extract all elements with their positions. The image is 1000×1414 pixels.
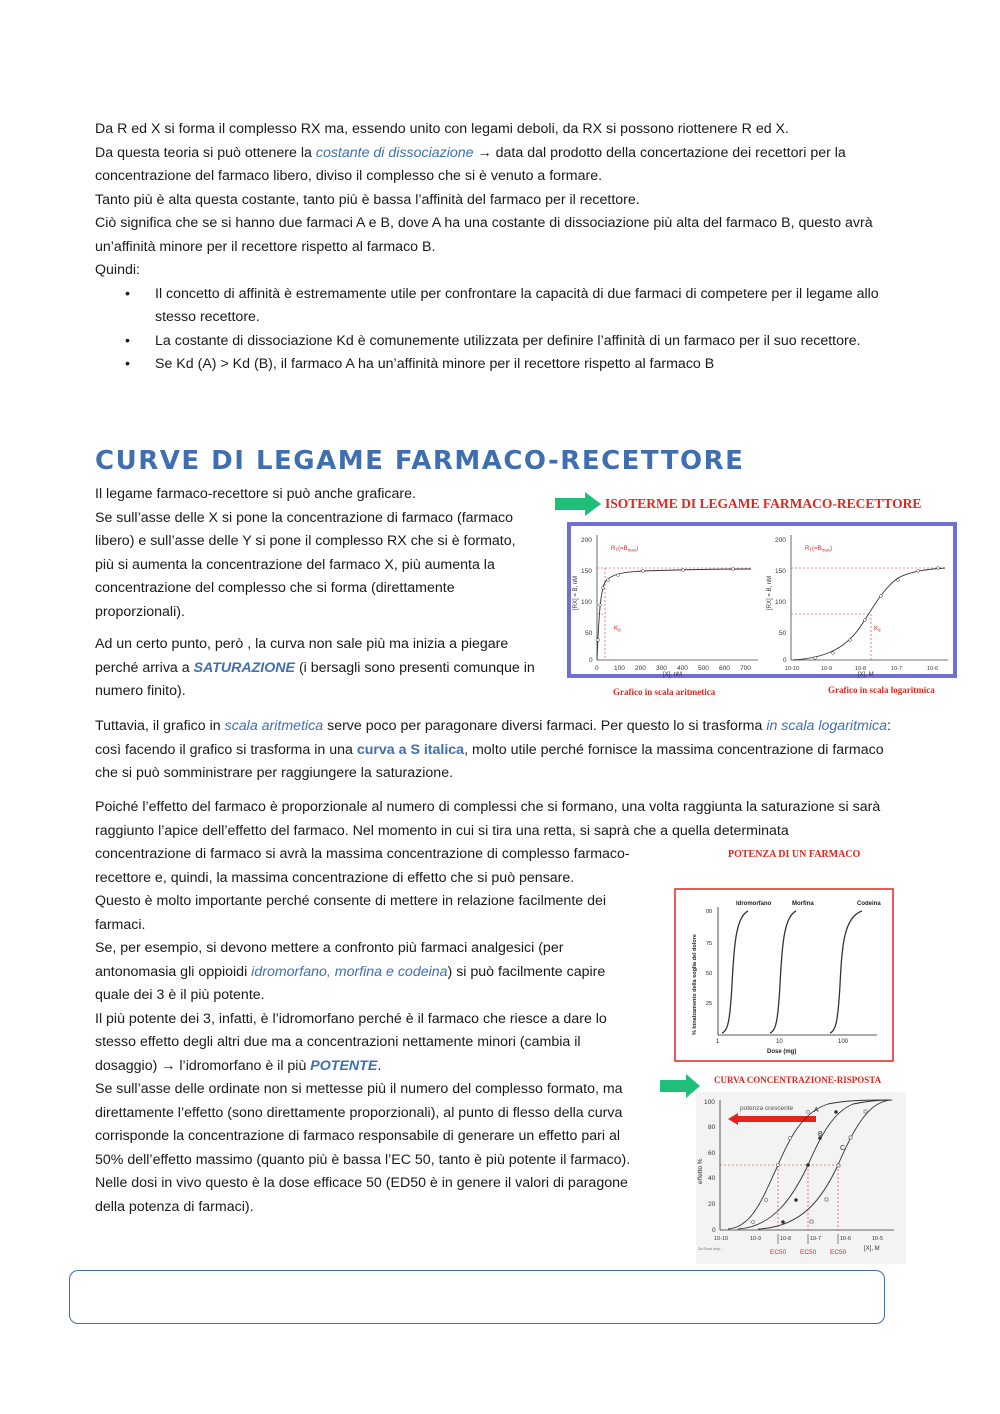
curve-label: C	[840, 1145, 846, 1152]
drug-label: Morfina	[792, 901, 814, 907]
ec50-label: EC50	[800, 1249, 817, 1256]
x-tick: 10-7	[891, 666, 903, 672]
ec50-label: EC50	[770, 1249, 787, 1256]
x-axis-label: [X], nM	[663, 672, 683, 678]
x-tick: 10-6	[927, 666, 939, 672]
dose-response-figure	[658, 1072, 908, 1267]
x-tick: 10-9	[750, 1236, 762, 1242]
y-tick: 100	[704, 1099, 715, 1106]
y-tick: 40	[708, 1175, 716, 1182]
x-tick: 10-5	[872, 1236, 884, 1242]
list-item: • Se Kd (A) > Kd (B), il farmaco A ha un’affinità minore per il recettore rispetto al farmaco B	[95, 353, 910, 377]
y-tick: 00	[706, 909, 713, 915]
ec50-label: EC50	[830, 1249, 847, 1256]
potent-term: POTENTE	[310, 1057, 378, 1074]
y-tick: 200	[581, 537, 592, 544]
potency-title: POTENZA DI UN FARMACO	[728, 849, 861, 860]
logarithmic-caption: Grafico in scala logaritmica	[828, 685, 935, 695]
list-item: • La costante di dissociazione Kd è comunemente utilizzata per definire l’affinità di un farmaco per il suo recettore.	[95, 330, 910, 354]
curve-intro-block	[95, 483, 535, 704]
y-tick: 50	[779, 630, 787, 637]
figure-credit: Da Rossi degl...	[698, 1247, 723, 1251]
arithmetic-caption: Grafico in scala aritmetica	[613, 687, 716, 697]
green-arrow-icon	[660, 1074, 700, 1098]
x-tick: 10-8	[780, 1236, 792, 1242]
curve-label: A	[814, 1107, 819, 1114]
svg-text:RT(=Bmax): $R_T(=B_{max})$	[805, 546, 833, 553]
scale-paragraph: Tuttavia, il grafico in scala aritmetica serve poco per paragonare diversi farmaci. Per questo lo si trasforma in scala logaritmica: così facendo il grafico si trasforma in una curva a S italica, molto utile perché fornisce la massima concentrazione di farmaco che si può somministrare per raggiungere la saturazione.	[95, 718, 891, 781]
y-tick: 0	[712, 1227, 716, 1234]
dose-response-title: CURVA CONCENTRAZIONE-RISPOSTA	[714, 1075, 882, 1085]
curve-paragraph-3: Ad un certo punto, però , la curva non sale più ma inizia a piegare perché arriva a SATURAZIONE (i bersagli sono presenti comunque in numero finito).	[95, 636, 535, 699]
y-axis-label: [RX] = B, nM	[767, 575, 773, 610]
effect-paragraph-bottom: concentrazione di farmaco si avrà la massima concentrazione di complesso farmaco-recettore e, quindi, la massima concentrazione di effetto che si può pensare.	[95, 846, 630, 886]
svg-text:Kd: $K_d$	[614, 626, 621, 633]
potency-figure	[672, 845, 897, 1065]
curve-label: B	[818, 1131, 823, 1138]
x-axis-label: Dose (mg)	[767, 1049, 797, 1055]
x-tick: 500	[698, 665, 709, 672]
empty-text-box[interactable]	[69, 1270, 885, 1324]
intro-paragraph-2: Da questa teoria si può ottenere la costante di dissociazione → data dal prodotto della concertazione dei recettori per la concentrazione del farmaco libero, diviso il complesso che si è venuto a formare.	[95, 144, 846, 184]
x-tick: 700	[740, 665, 751, 672]
opioid-names: idromorfano, morfina e codeina	[251, 963, 448, 980]
ed50-paragraph: Nelle dosi in vivo questo è la dose efficace 50 (ED50 è in genere il valori di paragone della potenza di farmaci).	[95, 1175, 628, 1215]
x-axis-label: [X], M	[858, 672, 874, 678]
effect-paragraph-top: Poiché l’effetto del farmaco è proporzionale al numero di complessi che si formano, una volta raggiunta la saturazione si sarà raggiunto l’apice dell’effetto del farmaco. Nel momento in cui si tira una retta, si saprà che a quella determinata	[95, 799, 881, 839]
y-tick: 100	[581, 599, 592, 606]
x-tick: 200	[635, 665, 646, 672]
dose-response-figure-svg	[658, 1072, 908, 1267]
y-tick: 20	[708, 1201, 716, 1208]
x-tick: 10-6	[840, 1236, 852, 1242]
svg-text:RT(=Bmax): $R_T(=B_{max})$	[611, 546, 639, 553]
curve-paragraph-1: Il legame farmaco-recettore si può anche graficare.	[95, 486, 416, 502]
x-tick: 1	[716, 1039, 720, 1045]
drug-label: Idromorfano	[736, 901, 772, 907]
log-scale-term: in scala logaritmica	[766, 718, 887, 734]
x-tick: 0	[595, 665, 599, 672]
x-tick: 10	[776, 1039, 783, 1045]
y-tick: 50	[706, 971, 713, 977]
y-tick: 0	[589, 657, 593, 664]
y-tick: 60	[708, 1150, 716, 1157]
y-tick: 150	[581, 568, 592, 575]
section-heading: CURVE DI LEGAME FARMACO-RECETTORE	[95, 446, 745, 476]
x-tick: 100	[838, 1039, 849, 1045]
x-tick: 10-10	[714, 1236, 729, 1242]
x-tick: 10-7	[810, 1236, 822, 1242]
y-axis-label: % Innalzamento della soglia del dolore	[692, 934, 698, 1035]
intro-paragraph-1: Da R ed X si forma il complesso RX ma, essendo unito con legami deboli, da RX si possono riottenere R ed X.	[95, 121, 789, 137]
x-tick: 400	[677, 665, 688, 672]
x-tick: 10-8	[855, 666, 867, 672]
conclusions-list	[95, 283, 910, 377]
drug-label: Codeina	[857, 901, 881, 907]
relation-paragraph: Questo è molto importante perché consente di mettere in relazione facilmente dei farmaci.	[95, 893, 607, 933]
svg-text:Kd: $K_d$	[874, 626, 881, 633]
opioid-paragraph: Se, per esempio, si devono mettere a confronto più farmaci analgesici (per antonomasia gli oppioidi idromorfano, morfina e codeina) si può facilmente capire quale dei 3 è il più potente.	[95, 940, 606, 1003]
y-tick: 150	[775, 568, 786, 575]
y-axis-label: [RX] = B, nM	[573, 575, 579, 610]
green-arrow-icon	[555, 492, 601, 516]
x-tick: 300	[656, 665, 667, 672]
intro-paragraph-5: Quindi:	[95, 262, 140, 278]
intro-paragraph-4: Ciò significa che se si hanno due farmaci A e B, dove A ha una costante di dissociazione più alta del farmaco B, questo avrà un’affinità minore per il recettore rispetto al farmaco B.	[95, 215, 873, 255]
x-tick: 100	[614, 665, 625, 672]
inflection-paragraph: Se sull’asse delle ordinate non si mettesse più il numero del complesso formato, ma direttamente l’effetto (sono direttamente proporzionali), al punto di flesso della curva corrisponde la concentrazione di farmaco responsabile di generare un effetto pari al 50% dell’effetto massimo (quanto più è bassa l’EC 50, tanto è più potente il farmaco).	[95, 1081, 631, 1168]
y-axis-label: effetto %	[697, 1158, 704, 1184]
y-tick: 25	[706, 1001, 713, 1007]
x-tick: 10-10	[785, 666, 800, 672]
isotherm-figure	[553, 490, 973, 700]
intro-paragraph-3: Tanto più è alta questa costante, tanto più è bassa l’affinità del farmaco per il recettore.	[95, 191, 640, 208]
y-tick: 75	[706, 941, 713, 947]
list-item: • Il concetto di affinità è estremamente utile per confrontare la capacità di due farmaci di competere per il legame allo stesso recettore.	[95, 283, 910, 330]
y-tick: 0	[783, 657, 787, 664]
y-tick: 100	[775, 599, 786, 606]
x-tick: 600	[719, 665, 730, 672]
s-curve-term: curva a S italica	[356, 741, 465, 758]
potent-paragraph: Il più potente dei 3, infatti, è l’idromorfano perché è il farmaco che riesce a dare lo stesso effetto degli altri due ma a concentrazioni nettamente minori (cambia il dosaggio) → l’idromorfano è il più POTENTE.	[95, 1010, 607, 1074]
y-tick: 50	[585, 630, 593, 637]
dissociation-constant-term: costante di dissociazione	[315, 144, 474, 161]
potency-figure-svg	[672, 845, 897, 1065]
y-tick: 80	[708, 1124, 716, 1131]
intro-block	[95, 118, 910, 377]
x-tick: 10-9	[821, 666, 833, 672]
y-tick: 200	[775, 537, 786, 544]
isotherm-title: ISOTERME DI LEGAME FARMACO-RECETTORE	[605, 496, 922, 511]
arithmetic-scale-term: scala aritmetica	[224, 718, 324, 734]
x-unit-label: [X], M	[864, 1246, 880, 1252]
saturation-term: SATURAZIONE	[193, 659, 295, 676]
potency-text-block	[95, 843, 643, 1219]
potency-arrow-label: potenza crescente	[740, 1105, 794, 1112]
isotherm-figure-svg	[553, 490, 973, 700]
curve-paragraph-2: Se sull’asse delle X si pone la concentrazione di farmaco (farmaco libero) e sull’asse delle Y si pone il complesso RX che si è formato, più si aumenta la concentrazione del farmaco X, più aumenta la concentrazione del complesso che si forma (direttamente proporzionali).	[95, 509, 516, 620]
